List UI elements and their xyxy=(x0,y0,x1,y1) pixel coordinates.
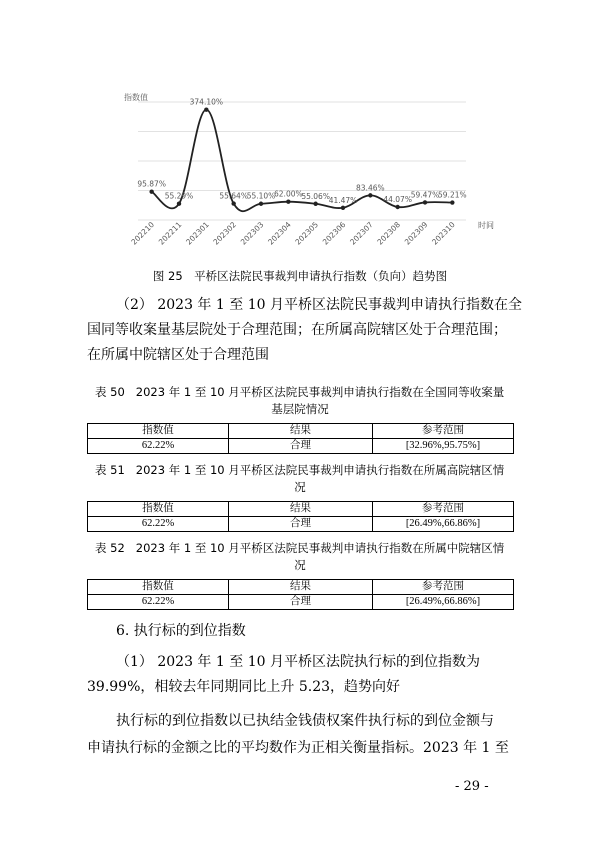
table-header-row xyxy=(88,502,514,517)
header-result: 结果 xyxy=(229,424,373,439)
para1-line1: （2） 2023 年 1 至 10 月平桥区法院民事裁判申请执行指数在全 xyxy=(116,297,522,313)
x-tick-label: 202301 xyxy=(184,220,211,247)
data-point xyxy=(286,200,290,204)
cell-reference-range: [32.96%,95.75%] xyxy=(373,439,514,454)
table52-caption-line2: 况 xyxy=(294,558,306,572)
data-label: 55.29% xyxy=(164,191,194,201)
table50-caption-line2: 基层院情况 xyxy=(271,402,329,416)
trend-line-chart xyxy=(118,86,518,261)
cell-result: 合理 xyxy=(229,439,373,454)
x-tick-label: 202309 xyxy=(402,220,430,247)
data-label: 62.00% xyxy=(274,189,303,199)
data-point xyxy=(231,201,235,205)
table51-caption-num: 表 51 xyxy=(95,463,125,477)
table52-caption-text: 2023 年 1 至 10 月平桥区法院民事裁判申请执行指数在所属中院辖区情 xyxy=(135,541,505,555)
data-label: 55.06% xyxy=(301,191,330,201)
cell-reference-range: [26.49%,66.86%] xyxy=(373,595,514,610)
table-51 xyxy=(87,501,514,532)
cell-index-value: 62.22% xyxy=(88,595,229,610)
header-result: 结果 xyxy=(229,502,373,517)
data-label: 44.07% xyxy=(383,194,412,204)
table51-caption-line2: 况 xyxy=(294,480,306,494)
x-tick-label: 202305 xyxy=(293,220,321,247)
para2-line2: 39.99%，相较去年同期同比上升 5.23，趋势向好 xyxy=(87,679,401,695)
table50-caption-text: 2023 年 1 至 10 月平桥区法院民事裁判申请执行指数在全国同等收案量 xyxy=(135,385,505,399)
data-label: 95.87% xyxy=(137,179,166,189)
header-index-value: 指数值 xyxy=(88,424,229,439)
x-tick-label: 202308 xyxy=(375,220,403,247)
table-52 xyxy=(87,579,514,610)
data-point xyxy=(149,190,153,194)
cell-index-value: 62.22% xyxy=(88,439,229,454)
data-point xyxy=(450,200,454,204)
cell-result: 合理 xyxy=(229,595,373,610)
data-point xyxy=(423,200,427,204)
x-tick-label: 202304 xyxy=(266,220,293,247)
data-point xyxy=(204,107,208,111)
data-label: 59.21% xyxy=(438,190,467,200)
data-label: 374.10% xyxy=(189,97,224,107)
para1-line3: 在所属中院辖区处于合理范围 xyxy=(87,347,269,363)
section-heading: 6. 执行标的到位指数 xyxy=(116,623,246,639)
data-label: 55.10% xyxy=(246,191,276,201)
data-point xyxy=(259,202,263,206)
data-label: 59.47% xyxy=(410,190,440,200)
cell-result: 合理 xyxy=(229,517,373,532)
x-tick-label: 202210 xyxy=(129,220,157,247)
x-tick-label: 202310 xyxy=(430,220,457,247)
x-tick-label: 202306 xyxy=(320,220,348,247)
table-row xyxy=(88,517,514,532)
table-50 xyxy=(87,423,514,454)
data-label: 55.64% xyxy=(219,191,248,201)
table51-caption-line1 xyxy=(95,461,504,479)
header-reference-range: 参考范围 xyxy=(373,424,514,439)
header-reference-range: 参考范围 xyxy=(373,502,514,517)
data-label: 83.46% xyxy=(356,183,385,193)
data-point xyxy=(395,205,399,209)
table51-caption-text: 2023 年 1 至 10 月平桥区法院民事裁判申请执行指数在所属高院辖区情 xyxy=(135,463,505,477)
table-row xyxy=(88,439,514,454)
x-tick-label: 202302 xyxy=(211,220,239,247)
x-axis-label: 时间 xyxy=(478,221,494,230)
figure-caption: 图 25 平桥区法院民事裁判申请执行指数（负向）趋势图 xyxy=(152,269,448,283)
table-header-row xyxy=(88,580,514,595)
cell-index-value: 62.22% xyxy=(88,517,229,532)
data-point xyxy=(313,202,317,206)
table52-caption-num: 表 52 xyxy=(95,541,125,555)
x-tick-label: 202211 xyxy=(156,220,184,247)
data-point xyxy=(341,206,345,210)
header-reference-range: 参考范围 xyxy=(373,580,514,595)
table-header-row xyxy=(88,424,514,439)
data-label: 41.47% xyxy=(328,195,358,205)
data-point xyxy=(368,193,372,197)
x-tick-label: 202307 xyxy=(348,220,375,247)
table-row xyxy=(88,595,514,610)
para3-line2: 申请执行标的金额之比的平均数作为正相关衡量指标。2023 年 1 至 xyxy=(87,740,509,756)
page-number: - 29 - xyxy=(455,779,489,794)
y-axis-label: 指数值 xyxy=(124,93,148,102)
table50-caption-line1 xyxy=(95,383,504,401)
table52-caption-line1 xyxy=(95,539,504,557)
table50-caption-num: 表 50 xyxy=(95,385,125,399)
para3-line1: 执行标的到位指数以已执结金钱债权案件执行标的到位金额与 xyxy=(116,713,494,729)
para1-line2: 国同等收案量基层院处于合理范围；在所属高院辖区处于合理范围； xyxy=(87,322,507,338)
header-index-value: 指数值 xyxy=(88,580,229,595)
data-point xyxy=(177,201,181,205)
para2-line1: （1） 2023 年 1 至 10 月平桥区法院执行标的到位指数为 xyxy=(116,654,480,670)
x-tick-label: 202303 xyxy=(238,220,266,247)
header-index-value: 指数值 xyxy=(88,502,229,517)
cell-reference-range: [26.49%,66.86%] xyxy=(373,517,514,532)
header-result: 结果 xyxy=(229,580,373,595)
